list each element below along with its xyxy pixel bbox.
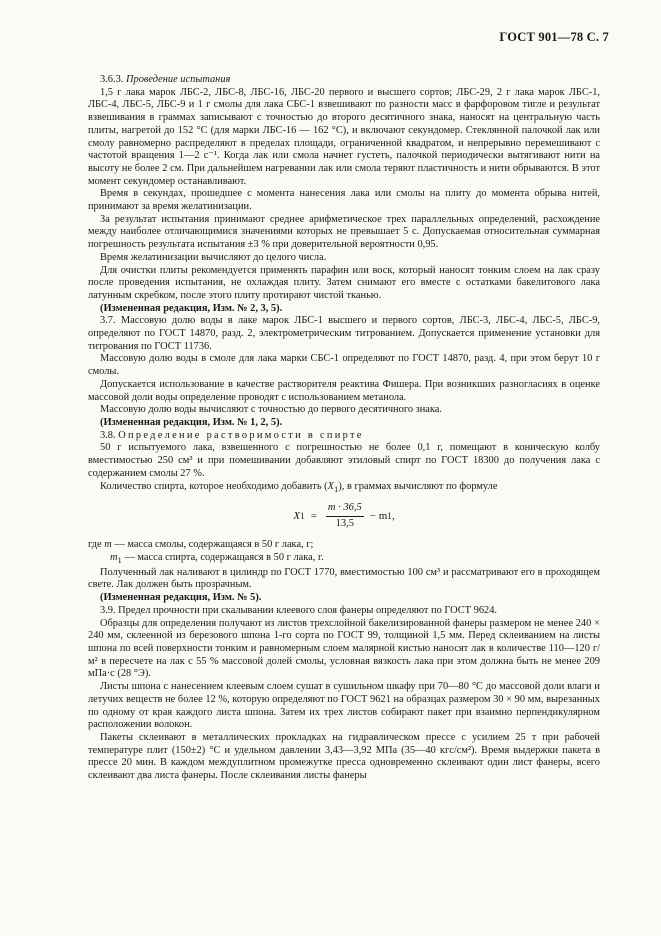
section-number: 3.8. <box>100 429 116 441</box>
numerator: m · 36,5 <box>326 502 364 517</box>
paragraph: 1,5 г лака марок ЛБС-2, ЛБС-8, ЛБС-16, ЛБС-20 первого и высшего сортов; ЛБС-29, 2 г лака марок ЛБС-1, ЛБС-4, ЛБС-5, ЛБС-9 и 1 г смолы для лака СБС-1 взвешивают по разности масс в фарфоровом тигле и результат взвешивания в граммах записывают с точностью до второго десятичного знака, наносят на центральную часть плиты, нагретой до 152 °С (для марки ЛБС-16 — 162 °С), и включают секундомер. Стеклянной палочкой лак или смолу равномерно распределяют в пределах площади, ограниченной квадратом, и непрерывно перемешивают с частотой вращения 1—2 с⁻¹. Когда лак или смола начнет густеть, палочкой периодически вытягивают нити на высоту не более 2 см. При дальнейшем нагревании лак или смола теряют пластичность и нити обрываются. В этот момент секундомер останавливают. <box>88 86 600 187</box>
paragraph: 3.7. Массовую долю воды в лаке марок ЛБС-1 высшего и первого сортов, ЛБС-3, ЛБС-4, ЛБС-5, ЛБС-9, определяют по ГОСТ 14870, разд. 2, электрометрическим титрованием. Допускается применение установки для титрования по ГОСТ 11736. <box>88 315 600 352</box>
variable: m <box>104 539 112 551</box>
paragraph: Пакеты склеивают в металлических прокладках на гидравлическом прессе с усилием 25 т при рабочей температуре плит (150±2) °С и удельном давлении 3,43—3,92 МПа (35—40 кгс/см²). Время выдержки пакета в прессе 20 мин. В каждом междуплитном промежутке пресса одновременно склеивают один лист фанеры, всего склеивают два листа фанеры. После склеивания листы фанеры <box>88 731 600 782</box>
formula-tail: − m <box>369 509 388 522</box>
section-3-8-heading <box>88 430 600 443</box>
text: где <box>88 539 105 551</box>
text: ), в граммах вычисляют по формуле <box>338 480 498 492</box>
paragraph <box>88 481 600 496</box>
formula <box>88 497 600 535</box>
paragraph: Время желатинизации вычисляют до целого числа. <box>100 251 327 263</box>
equals-sign: = <box>310 509 317 522</box>
section-3-6-3-heading <box>88 74 600 87</box>
section-title: Определение растворимости в спирте <box>118 429 364 441</box>
paragraph: Допускается использование в качестве растворителя реактива Фишера. При возникших разногласиях в оценке массовой доли воды определение проводят с использованием метанола. <box>88 378 600 403</box>
subscript: 1 <box>117 555 122 566</box>
paragraph: 3.9. Предел прочности при скалывании клеевого слоя фанеры определяют по ГОСТ 9624. <box>100 604 498 616</box>
paragraph: Для очистки плиты рекомендуется применять парафин или воск, который наносят тонким слоем на лак сразу после проведения испытания, не охлаждая плиту. Затем снимают его вместе с остатками бакелитового лака латунным скребком, после этого плиту протирают чистой тканью. <box>88 264 600 301</box>
text: — масса смолы, содержащаяся в 50 г лака, г; <box>111 539 314 551</box>
paragraph: За результат испытания принимают среднее арифметическое трех параллельных определений, расхождение между наиболее отличающимися значениями которых не превышает 5 с. Допускаемая относительная суммарная погрешность результата испытания ±3 % при доверительной вероятности 0,95. <box>88 213 600 251</box>
fraction <box>326 502 364 530</box>
formula-end: , <box>391 509 395 522</box>
subscript: 1 <box>300 510 305 521</box>
document-body <box>88 74 600 783</box>
paragraph: Образцы для определения получают из листов трехслойной бакелизированной фанеры размером не менее 240 × 240 мм, склеенной из березового шпона 1-го сорта по ГОСТ 99, толщиной 1,5 мм. Перед склеиванием на листы шпона по всей поверхности тонким и равномерным слоем малярной кистью наносят лак в количестве 110—120 г/м² в пересчете на лак с 55 % массовой долей смолы, условная вязкость лака при этом должна быть не менее 209 мПа·с (28 °Э). <box>88 617 600 680</box>
paragraph: Полученный лак наливают в цилиндр по ГОСТ 1770, вместимостью 100 см³ и рассматривают его в проходящем свете. Лак должен быть прозрачным. <box>88 566 600 591</box>
variable: m <box>110 551 118 563</box>
denominator: 13,5 <box>335 517 355 529</box>
text: Количество спирта, которое необходимо добавить ( <box>100 480 328 492</box>
section-number: 3.6.3. <box>100 74 124 85</box>
where-line <box>88 552 600 567</box>
revision-note: (Измененная редакция, Изм. № 5). <box>100 592 262 604</box>
paragraph: Массовую долю воды вычисляют с точностью до первого десятичного знака. <box>100 404 442 416</box>
subscript: 1 <box>333 483 339 494</box>
revision-note: (Измененная редакция, Изм. № 2, 3, 5). <box>100 302 283 314</box>
paragraph: Массовую долю воды в смоле для лака марки СБС-1 определяют по ГОСТ 14870, разд. 4, при этом берут 10 г смолы. <box>88 353 600 378</box>
revision-note: (Измененная редакция, Изм. № 1, 2, 5). <box>100 416 283 428</box>
paragraph: Время в секундах, прошедшее с момента нанесения лака или смолы на плиту до момента обрыва нитей, принимают за время желатинизации. <box>88 188 600 213</box>
formula-lhs: X <box>293 509 301 522</box>
variable: X <box>327 480 334 492</box>
paragraph: 50 г испытуемого лака, взвешенного с погрешностью не более 0,1 г, помещают в коническую колбу вместимостью 250 см³ и при помешивании добавляют этиловый спирт по ГОСТ 18300 до получения лака с содержанием смолы 27 %. <box>88 442 600 479</box>
page-header: ГОСТ 901—78 С. 7 <box>499 30 609 44</box>
paragraph: Листы шпона с нанесением клеевым слоем сушат в сушильном шкафу при 70—80 °С до массовой доли влаги и летучих веществ не более 12 %, которую определяют по ГОСТ 9621 на образцах размером 30 × 90 мм, вырезанных по одному от края каждого листа шпона. Затем их трех листов собирают пакет при взаимно перпендикулярном расположении волокон. <box>88 681 600 731</box>
section-title: Проведение испытания <box>126 74 231 85</box>
where-line <box>88 539 600 552</box>
text: — масса спирта, содержащаяся в 50 г лака, г. <box>121 551 324 563</box>
subscript: 1 <box>387 510 392 521</box>
